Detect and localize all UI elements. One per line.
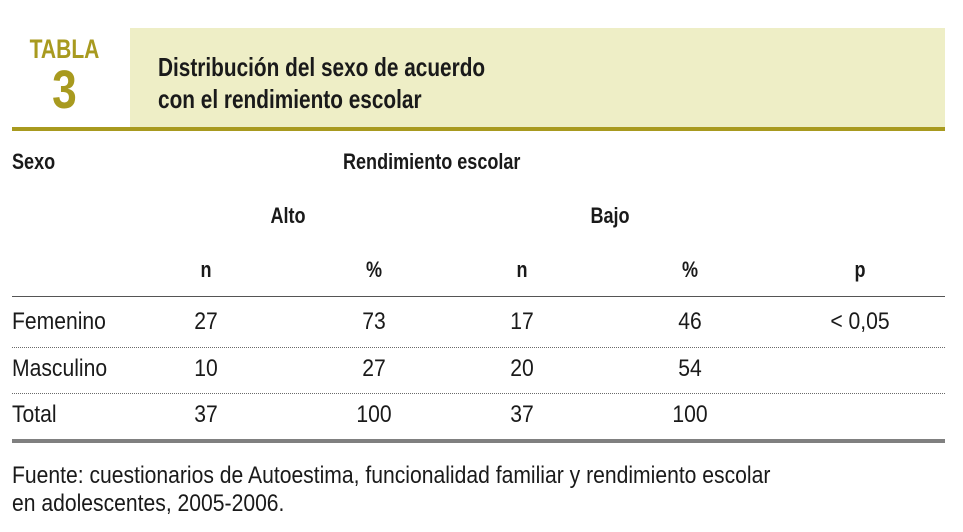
row-femenino-alto-pct: 73 <box>362 308 386 335</box>
row-total-alto-pct: 100 <box>356 401 392 428</box>
subheader-alto: Alto <box>270 203 306 228</box>
row-total-bajo-pct: 100 <box>672 401 708 428</box>
row-femenino-bajo-n: 17 <box>510 308 534 335</box>
header-bottom-rule <box>12 296 945 297</box>
table-tag <box>12 28 130 128</box>
table-title-box <box>130 28 945 128</box>
row-divider-1 <box>12 347 945 348</box>
row-femenino-sexo: Femenino <box>12 308 106 335</box>
row-masculino-sexo: Masculino <box>12 355 108 382</box>
source-line-2: en adolescentes, 2005-2006. <box>12 490 285 517</box>
table-tag-word: TABLA <box>29 34 100 64</box>
table-source-note <box>12 462 839 518</box>
table-title-line-2: con el rendimiento escolar <box>158 84 422 114</box>
table-header <box>12 28 945 128</box>
row-femenino-bajo-pct: 46 <box>678 308 702 335</box>
table-title-line-1: Distribución del sexo de acuerdo <box>158 52 486 82</box>
row-femenino-p: < 0,05 <box>830 308 890 335</box>
col-header-bajo-pct: % <box>681 257 699 282</box>
table-tag-number: 3 <box>52 60 77 120</box>
col-header-alto-pct: % <box>365 257 383 282</box>
row-total-sexo: Total <box>12 401 57 428</box>
row-total-alto-n: 37 <box>194 401 218 428</box>
row-femenino-alto-n: 27 <box>194 308 218 335</box>
row-masculino-p <box>807 355 913 383</box>
row-divider-2 <box>12 393 945 394</box>
subheader-bajo: Bajo <box>590 203 630 228</box>
row-total-bajo-n: 37 <box>510 401 534 428</box>
row-masculino-alto-pct: 27 <box>362 355 386 382</box>
row-masculino-bajo-n: 20 <box>510 355 534 382</box>
header-divider <box>12 127 945 131</box>
table-bottom-rule <box>12 439 945 443</box>
row-total-p <box>807 401 913 429</box>
col-header-rendimiento: Rendimiento escolar <box>343 149 521 174</box>
row-masculino-alto-n: 10 <box>194 355 218 382</box>
col-header-alto-n: n <box>200 257 212 282</box>
col-header-bajo-n: n <box>516 257 528 282</box>
col-header-sexo: Sexo <box>12 149 56 174</box>
row-masculino-bajo-pct: 54 <box>678 355 702 382</box>
col-header-p: p <box>854 257 866 282</box>
source-line-1: Fuente: cuestionarios de Autoestima, funcionalidad familiar y rendimiento escolar <box>12 462 771 489</box>
